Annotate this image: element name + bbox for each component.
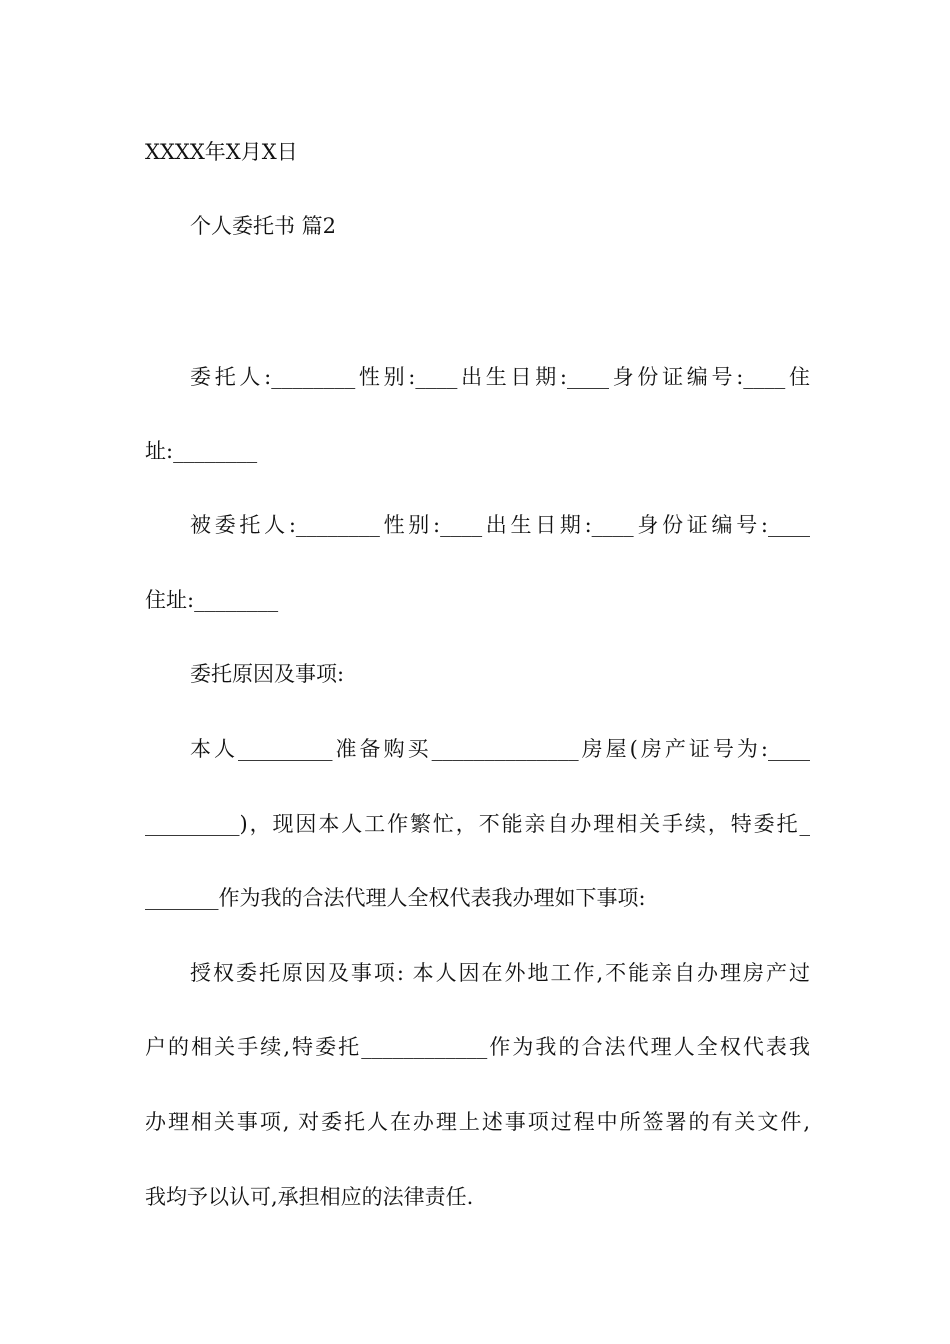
agent-info-line-2: 住址:________ (145, 588, 279, 612)
paragraph-2-line-1: 授权委托原因及事项: 本人因在外地工作,不能亲自办理房产过 (190, 961, 810, 985)
paragraph-2-line-4: 我均予以认可,承担相应的法律责任. (145, 1185, 474, 1209)
section-title: 个人委托书 篇2 (190, 214, 337, 238)
paragraph-1-line-3: _______作为我的合法代理人全权代表我办理如下事项: (145, 886, 646, 910)
reason-heading: 委托原因及事项: (190, 662, 345, 686)
agent-info-line-1: 被委托人:________性别:____出生日期:____身份证编号:____ (190, 513, 810, 537)
date-line: XXXX年X月X日 (145, 140, 298, 164)
principal-info-line-2: 址:________ (145, 439, 258, 463)
principal-info-line-1: 委托人:________性别:____出生日期:____身份证编号:____住 (190, 365, 810, 389)
paragraph-1-line-2: _________)，现因本人工作繁忙，不能亲自办理相关手续，特委托_ (145, 812, 810, 836)
paragraph-1-line-1: 本人_________准备购买______________房屋(房产证号为:____ (190, 737, 810, 761)
paragraph-2-line-3: 办理相关事项, 对委托人在办理上述事项过程中所签署的有关文件, (145, 1110, 810, 1134)
paragraph-2-line-2: 户的相关手续,特委托____________作为我的合法代理人全权代表我 (145, 1035, 810, 1059)
